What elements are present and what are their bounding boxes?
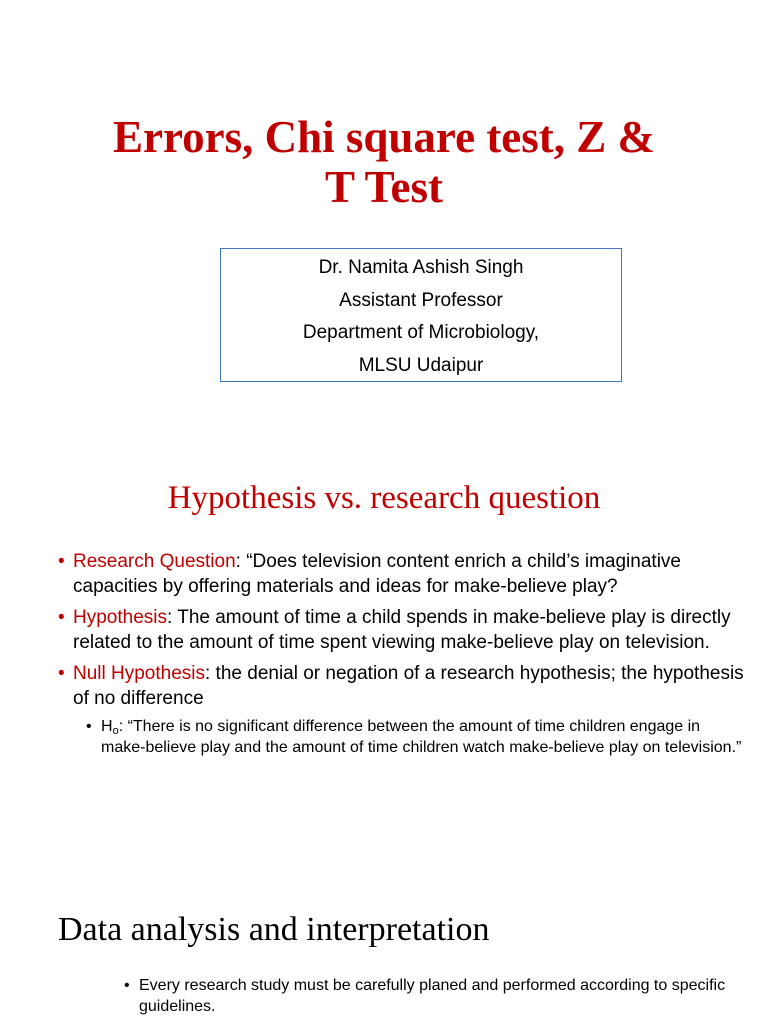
null-hypothesis-subscript: o bbox=[112, 725, 119, 737]
section-heading-data-analysis: Data analysis and interpretation bbox=[58, 911, 490, 948]
bullet-term: Null Hypothesis bbox=[73, 663, 205, 684]
bullet-dot-icon: • bbox=[58, 551, 65, 572]
hypothesis-bullet-list bbox=[58, 549, 748, 758]
sub-bullet-text: : “There is no significant difference between the amount of time children engage in make-believe play and the amount of time children watch make-believe play on television.” bbox=[101, 718, 742, 756]
list-item bbox=[58, 549, 748, 599]
bullet-text: : the denial or negation of a research hypothesis; the hypothesis of no difference bbox=[73, 663, 744, 709]
section-heading-hypothesis: Hypothesis vs. research question bbox=[167, 480, 601, 516]
list-item bbox=[58, 605, 748, 655]
sub-list-item bbox=[86, 717, 748, 758]
bullet-dot-icon: • bbox=[124, 977, 130, 994]
list-item bbox=[124, 976, 739, 1017]
bullet-term: Hypothesis bbox=[73, 607, 167, 628]
bullet-dot-icon: • bbox=[58, 607, 65, 628]
list-item bbox=[58, 661, 748, 711]
bullet-dot-icon: • bbox=[58, 663, 65, 684]
null-hypothesis-symbol: H bbox=[101, 718, 113, 735]
author-position: Assistant Professor bbox=[339, 289, 503, 311]
slide-title-line2: T Test bbox=[325, 162, 443, 212]
bullet-dot-icon: • bbox=[86, 718, 92, 735]
author-name: Dr. Namita Ashish Singh bbox=[318, 257, 524, 278]
slide-title bbox=[0, 112, 768, 212]
bullet-text: : “Does television content enrich a child’s imaginative capacities by offering materials and ideas for make-believe play? bbox=[73, 551, 681, 597]
slide-title-line1: Errors, Chi square test, Z & bbox=[112, 112, 656, 162]
bullet-text: : The amount of time a child spends in make-believe play is directly related to the amount of time spent viewing make-believe play on television. bbox=[73, 607, 731, 653]
author-box bbox=[220, 248, 622, 382]
author-department: Department of Microbiology, bbox=[302, 322, 540, 343]
author-institution: MLSU Udaipur bbox=[358, 354, 484, 376]
bullet-text: Every research study must be carefully planed and performed according to specific guidelines. bbox=[139, 977, 726, 1015]
bullet-term: Research Question bbox=[73, 551, 236, 572]
